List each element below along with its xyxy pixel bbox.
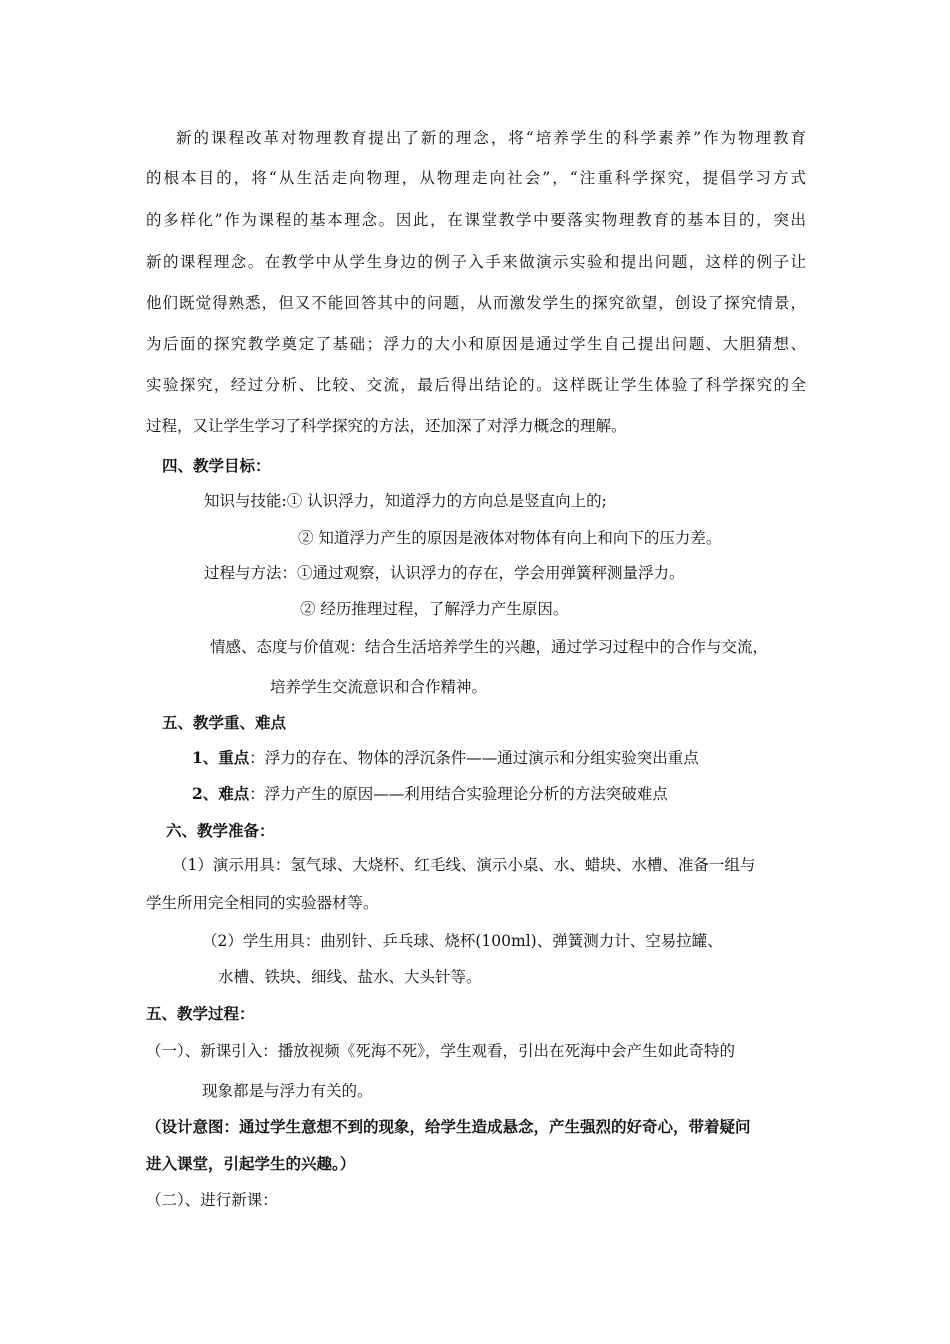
intro-line-6: 为后面的探究教学奠定了基础；浮力的大小和原因是通过学生自己提出问题、大胆猜想、 xyxy=(146,335,806,353)
key-points-heading: 五、教学重、难点 xyxy=(162,713,287,732)
process-intro-1: （一）、新课引入：播放视频《死海不死》，学生观看，引出在死海中会产生如此奇特的 xyxy=(146,1042,736,1060)
intro-line-1: 新的课程改革对物理教育提出了新的理念，将“培养学生的科学素养”作为物理教育 xyxy=(176,129,806,147)
intro-line-5: 他们既觉得熟悉，但又不能回答其中的问题，从而激发学生的探究欲望，创设了探究情景， xyxy=(146,294,806,312)
design-intent-1: （设计意图：通过学生意想不到的现象，给学生造成悬念，产生强烈的好奇心，带着疑问 xyxy=(146,1117,751,1136)
key-point-2-label: 2、难点 xyxy=(192,784,250,803)
prep-demo-2: 学生所用完全相同的实验器材等。 xyxy=(146,894,379,912)
prep-student-2: 水槽、铁块、细线、盐水、大头针等。 xyxy=(218,968,482,986)
goal-emotion-1: 情感、态度与价值观：结合生活培养学生的兴趣，通过学习过程中的合作与交流， xyxy=(210,638,769,656)
intro-line-2: 的根本目的，将“从生活走向物理，从物理走向社会”，“注重科学探究，提倡学习方式 xyxy=(146,169,806,187)
goal-process-1: 过程与方法：①通过观察，认识浮力的存在，学会用弹簧秤测量浮力。 xyxy=(204,564,685,582)
goals-heading: 四、教学目标： xyxy=(162,456,271,475)
prep-student-1: （2）学生用具：曲别针、乒乓球、烧杯(100ml)、弹簧测力计、空易拉罐、 xyxy=(202,932,723,950)
goal-process-2: ② 经历推理过程，了解浮力产生原因。 xyxy=(300,600,569,618)
goal-emotion-2: 培养学生交流意识和合作精神。 xyxy=(270,678,488,696)
process-heading: 五、教学过程： xyxy=(146,1004,255,1023)
goal-knowledge-2: ② 知道浮力产生的原因是液体对物体有向上和向下的压力差。 xyxy=(298,529,722,547)
intro-line-4: 新的课程理念。在教学中从学生身边的例子入手来做演示实验和提出问题，这样的例子让 xyxy=(146,253,806,271)
key-point-1 xyxy=(192,748,699,768)
prep-heading: 六、教学准备： xyxy=(166,821,275,840)
prep-demo-1: （1）演示用具：氢气球、大烧杯、红毛线、演示小桌、水、蜡块、水槽、准备一组与 xyxy=(172,856,756,874)
key-point-2-text: ：浮力产生的原因——利用结合实验理论分析的方法突破难点 xyxy=(249,785,668,803)
design-intent-2: 进入课堂，引起学生的兴趣。） xyxy=(146,1154,356,1173)
intro-line-8: 过程，又让学生学习了科学探究的方法，还加深了对浮力概念的理解。 xyxy=(146,417,627,435)
key-point-2 xyxy=(192,784,668,804)
process-next: （二）、进行新课： xyxy=(146,1191,278,1209)
goal-knowledge-1: 知识与技能:① 认识浮力，知道浮力的方向总是竖直向上的; xyxy=(204,492,607,510)
intro-line-7: 实验探究，经过分析、比较、交流，最后得出结论的。这样既让学生体验了科学探究的全 xyxy=(146,376,806,394)
intro-line-3: 的多样化”作为课程的基本理念。因此，在课堂教学中要落实物理教育的基本目的，突出 xyxy=(146,211,806,229)
process-intro-2: 现象都是与浮力有关的。 xyxy=(202,1082,373,1100)
key-point-1-text: ：浮力的存在、物体的浮沉条件——通过演示和分组实验突出重点 xyxy=(249,749,699,767)
key-point-1-label: 1、重点 xyxy=(192,748,250,767)
